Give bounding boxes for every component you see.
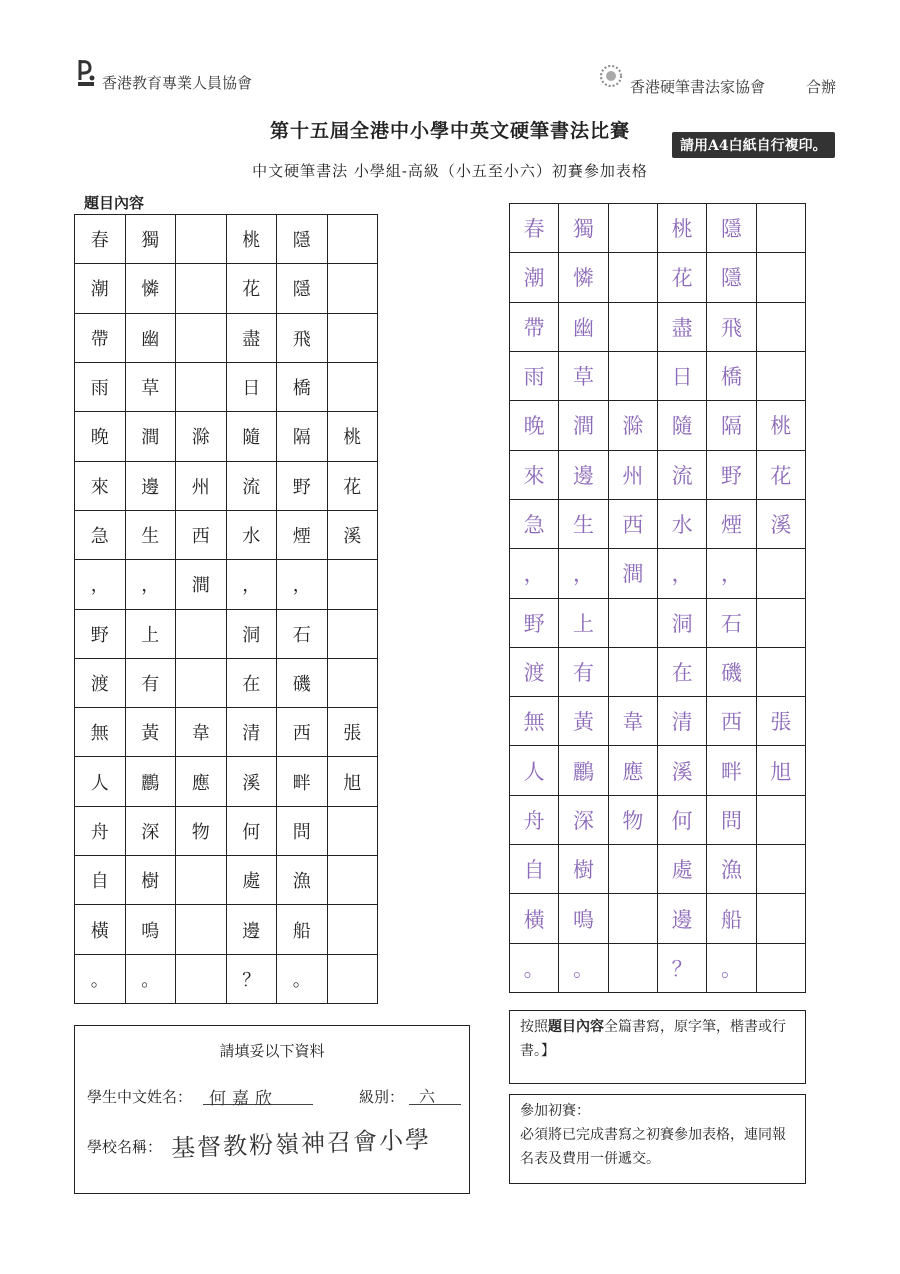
reference-grid-cell: 桃 [327,412,378,461]
reference-grid-cell [176,954,227,1003]
reference-grid-cell: 應 [176,757,227,806]
calligraphy-association-logo-icon [598,64,624,88]
reference-grid-cell [327,264,378,313]
handwriting-grid-cell: 物 [608,795,657,844]
handwriting-grid-cell [608,253,657,302]
reference-grid-cell [176,264,227,313]
name-label: 學生中文姓名： [87,1088,193,1106]
organizer-right: 香港硬筆書法家協會 [630,78,766,96]
handwriting-grid-cell: 無 [510,697,559,746]
reference-grid-cell: 上 [125,609,176,658]
handwriting-grid-cell: 漁 [707,845,756,894]
reference-grid-row [75,658,378,707]
handwriting-grid-cell: 處 [657,845,706,894]
reference-grid-cell: 無 [75,708,126,757]
reference-grid-cell: 邊 [125,461,176,510]
name-value: 何嘉欣 [209,1089,278,1109]
handwriting-grid-cell: 磯 [707,647,756,696]
handwriting-grid-cell: 盡 [657,302,706,351]
info-box-title: 請填妥以下資料 [219,1042,325,1060]
reference-grid-cell: 雨 [75,362,126,411]
handwriting-grid-cell [756,302,805,351]
school-field[interactable] [170,1124,467,1163]
reference-grid-cell: 隔 [277,412,328,461]
reference-grid-cell: ， [125,560,176,609]
reference-grid-row [75,412,378,461]
handwriting-grid-cell: 黃 [559,697,608,746]
handwriting-grid-cell [608,598,657,647]
handwriting-grid-cell: ， [510,549,559,598]
grade-value: 六 [419,1087,436,1106]
handwriting-grid-cell: 洞 [657,598,706,647]
handwriting-grid-cell: 橋 [707,351,756,400]
reference-grid-cell [327,609,378,658]
handwriting-grid-row [510,351,806,400]
handwriting-grid-cell: 隨 [657,401,706,450]
reference-grid-cell [327,905,378,954]
reference-grid-cell: 流 [226,461,277,510]
handwriting-grid-row [510,549,806,598]
reference-grid-row [75,215,378,264]
reference-grid-cell: 隨 [226,412,277,461]
reference-grid-cell: 旭 [327,757,378,806]
reference-grid-row [75,510,378,559]
submission-heading: 參加初賽： [520,1103,590,1119]
handwriting-grid-cell [756,598,805,647]
handwriting-grid-cell: 。 [559,943,608,992]
handwriting-grid-cell: 在 [657,647,706,696]
handwriting-grid-cell: 鸝 [559,746,608,795]
reference-grid-cell: 晚 [75,412,126,461]
handwriting-grid-cell [756,253,805,302]
handwriting-grid-cell: 有 [559,647,608,696]
handwriting-grid-cell [756,351,805,400]
reference-grid-cell: 磯 [277,658,328,707]
reference-grid-cell: 。 [277,954,328,1003]
reference-grid-cell: 渡 [75,658,126,707]
handwriting-grid-cell [756,647,805,696]
reference-grid-row [75,609,378,658]
handwriting-grid-cell: 桃 [756,401,805,450]
reference-grid-cell: 溪 [226,757,277,806]
reference-grid-cell: 物 [176,806,227,855]
handwriting-grid-cell: 晚 [510,401,559,450]
reference-grid-cell: 韋 [176,708,227,757]
reference-grid-row [75,264,378,313]
reference-grid-cell: 在 [226,658,277,707]
reference-grid-cell: 西 [176,510,227,559]
reference-grid-cell: 人 [75,757,126,806]
submission-box [509,1094,806,1184]
student-info-box [74,1025,470,1194]
reference-grid-cell: 潮 [75,264,126,313]
handwriting-grid-cell: 花 [657,253,706,302]
handwriting-grid-cell: 獨 [559,204,608,253]
reference-grid-cell: 隱 [277,264,328,313]
handwriting-grid-row [510,253,806,302]
handwriting-grid-cell: 雨 [510,351,559,400]
reference-grid-cell: 澗 [125,412,176,461]
handwriting-grid-cell [756,795,805,844]
handwriting-grid-cell: 急 [510,499,559,548]
handwriting-grid-cell: 桃 [657,204,706,253]
reference-grid-cell: 幽 [125,313,176,362]
handwriting-grid-row [510,499,806,548]
reference-grid-cell [176,313,227,362]
handwriting-grid-row [510,302,806,351]
handwriting-grid-cell: 清 [657,697,706,746]
handwriting-grid-cell: 生 [559,499,608,548]
reference-text-grid [74,214,378,1004]
reference-grid-cell: 花 [226,264,277,313]
reference-grid-row [75,905,378,954]
handwriting-grid-cell: 深 [559,795,608,844]
submission-body: 必須將已完成書寫之初賽參加表格，連同報名表及費用一併遞交。 [520,1127,786,1167]
handwriting-grid [509,203,806,993]
handwriting-grid-cell: 問 [707,795,756,844]
reference-grid-row [75,806,378,855]
handwriting-grid-cell: 西 [707,697,756,746]
reference-grid-cell: 盡 [226,313,277,362]
reference-grid-cell: 飛 [277,313,328,362]
reference-grid-cell: 日 [226,362,277,411]
reference-grid-cell: 石 [277,609,328,658]
reference-grid-cell: 。 [75,954,126,1003]
reference-grid-cell: 鸝 [125,757,176,806]
handwriting-grid-cell: 流 [657,450,706,499]
reference-grid-cell: 何 [226,806,277,855]
reference-grid-cell: ， [277,560,328,609]
instruction-bold: 題目內容 [548,1019,604,1035]
reference-grid-row [75,313,378,362]
handwriting-grid-row [510,401,806,450]
reference-grid-cell: 來 [75,461,126,510]
handwriting-grid-cell: 橫 [510,894,559,943]
instruction-pre: 按照 [520,1019,548,1035]
page-subtitle: 中文硬筆書法 小學組-高級（小五至小六）初賽參加表格 [252,162,648,180]
reference-grid-cell: 獨 [125,215,176,264]
handwriting-grid-cell: 飛 [707,302,756,351]
reference-grid-row [75,708,378,757]
organizer-left: 香港教育專業人員協會 [102,74,253,92]
grade-label: 級別： [359,1088,405,1106]
reference-grid-cell: 。 [125,954,176,1003]
handwriting-grid-row [510,746,806,795]
handwriting-grid-cell: 帶 [510,302,559,351]
reference-grid-cell: 畔 [277,757,328,806]
reference-grid-cell: 水 [226,510,277,559]
reference-grid-row [75,461,378,510]
reference-grid-row [75,560,378,609]
reference-grid-cell: 溪 [327,510,378,559]
handwriting-grid-cell: 韋 [608,697,657,746]
reference-grid-row [75,362,378,411]
handwriting-grid-row [510,845,806,894]
handwriting-grid-cell: ， [707,549,756,598]
reference-grid-cell: 問 [277,806,328,855]
handwriting-grid-row [510,204,806,253]
hkpte-logo-icon [76,58,98,88]
handwriting-grid-cell: 鳴 [559,894,608,943]
handwriting-grid-cell: 滁 [608,401,657,450]
reference-grid-cell [327,560,378,609]
handwriting-grid-cell: 溪 [756,499,805,548]
handwriting-grid-cell: 日 [657,351,706,400]
reference-grid-cell: 滁 [176,412,227,461]
reference-grid-cell [327,856,378,905]
reference-grid-cell: 急 [75,510,126,559]
handwriting-grid-cell [756,894,805,943]
handwriting-grid-cell: 畔 [707,746,756,795]
reference-grid-cell [176,609,227,658]
reference-grid-cell: 生 [125,510,176,559]
reference-grid-cell [176,905,227,954]
reference-grid-cell [327,362,378,411]
reference-grid-cell: 有 [125,658,176,707]
handwriting-grid-cell: 石 [707,598,756,647]
instruction-post: 全篇書寫，原字筆，楷書或行書。】 [520,1019,786,1059]
reference-grid-cell [176,215,227,264]
handwriting-grid-cell: 上 [559,598,608,647]
reference-grid-cell: 漁 [277,856,328,905]
reference-grid-row [75,856,378,905]
reference-grid-row [75,954,378,1003]
handwriting-grid-cell: 草 [559,351,608,400]
reference-grid-cell: 橫 [75,905,126,954]
section-label: 題目內容 [84,194,145,212]
handwriting-grid-cell: 野 [707,450,756,499]
handwriting-grid-row [510,450,806,499]
reference-grid-cell: 野 [75,609,126,658]
handwriting-grid-row [510,647,806,696]
handwriting-grid-cell: ， [657,549,706,598]
handwriting-grid-cell: 邊 [657,894,706,943]
organizer-role: 合辦 [806,78,837,96]
handwriting-grid-cell: 西 [608,499,657,548]
handwriting-grid-row [510,697,806,746]
handwriting-grid-cell: 澗 [608,549,657,598]
handwriting-grid-row [510,795,806,844]
handwriting-grid-cell: 隱 [707,204,756,253]
reference-grid-cell [327,954,378,1003]
handwriting-grid-cell: 水 [657,499,706,548]
reference-grid-cell: 桃 [226,215,277,264]
handwriting-grid-cell: 野 [510,598,559,647]
reference-grid-cell: 鳴 [125,905,176,954]
reference-grid-cell: 煙 [277,510,328,559]
handwriting-grid-cell: 溪 [657,746,706,795]
handwriting-grid-cell: 渡 [510,647,559,696]
reference-grid-cell [327,806,378,855]
handwriting-grid-cell: 來 [510,450,559,499]
handwriting-grid-cell [756,204,805,253]
reference-grid-cell: 西 [277,708,328,757]
handwriting-grid-cell: ？ [657,943,706,992]
handwriting-grid-row [510,894,806,943]
reference-grid-cell: 州 [176,461,227,510]
reference-grid-cell [327,313,378,362]
handwriting-grid-cell: 隔 [707,401,756,450]
handwriting-grid-cell: 煙 [707,499,756,548]
handwriting-grid-cell: 舟 [510,795,559,844]
reference-grid-cell: 洞 [226,609,277,658]
reference-grid-cell: ， [226,560,277,609]
handwriting-grid-cell: 樹 [559,845,608,894]
reference-grid-cell: 舟 [75,806,126,855]
reference-grid-cell: 自 [75,856,126,905]
handwriting-grid-cell: 人 [510,746,559,795]
reference-grid-cell: ， [75,560,126,609]
handwriting-grid-cell: 船 [707,894,756,943]
handwriting-grid-cell [756,943,805,992]
reference-grid-cell [176,362,227,411]
handwriting-grid-cell: 。 [510,943,559,992]
handwriting-grid-cell [608,894,657,943]
handwriting-grid-cell: 隱 [707,253,756,302]
reference-grid-cell: 澗 [176,560,227,609]
handwriting-grid-cell [608,204,657,253]
handwriting-grid-cell: 澗 [559,401,608,450]
handwriting-grid-cell [756,549,805,598]
reference-grid-cell [176,658,227,707]
reference-grid-cell: 處 [226,856,277,905]
handwriting-grid-cell: 憐 [559,253,608,302]
reference-grid-cell: 憐 [125,264,176,313]
handwriting-grid-row [510,598,806,647]
handwriting-grid-cell: 幽 [559,302,608,351]
handwriting-grid-cell [608,351,657,400]
school-label: 學校名稱： [87,1138,163,1156]
reference-grid-cell: 帶 [75,313,126,362]
grade-field[interactable] [409,1084,461,1105]
handwriting-grid-cell [608,943,657,992]
handwriting-grid-cell [608,845,657,894]
handwriting-grid-row [510,943,806,992]
handwriting-grid-cell [756,845,805,894]
photocopy-note: 請用A4白紙自行複印。 [672,132,835,158]
handwriting-grid-cell [608,302,657,351]
reference-grid-cell [327,658,378,707]
handwriting-grid-cell: 邊 [559,450,608,499]
handwriting-grid-cell: 潮 [510,253,559,302]
reference-grid-cell: 黃 [125,708,176,757]
reference-grid-cell: ？ [226,954,277,1003]
reference-grid-cell [176,856,227,905]
reference-grid-cell: 張 [327,708,378,757]
handwriting-grid-cell [608,647,657,696]
reference-grid-cell: 野 [277,461,328,510]
reference-grid-cell: 隱 [277,215,328,264]
handwriting-grid-cell: ， [559,549,608,598]
reference-grid-cell [327,215,378,264]
handwriting-grid-cell: 張 [756,697,805,746]
handwriting-grid-cell: 應 [608,746,657,795]
handwriting-grid-cell: 何 [657,795,706,844]
handwriting-grid-cell: 旭 [756,746,805,795]
reference-grid-cell: 橋 [277,362,328,411]
reference-grid-cell: 樹 [125,856,176,905]
page-title: 第十五屆全港中小學中英文硬筆書法比賽 [269,120,630,142]
handwriting-grid-cell: 。 [707,943,756,992]
reference-grid-cell: 深 [125,806,176,855]
reference-grid-cell: 邊 [226,905,277,954]
reference-grid-cell: 船 [277,905,328,954]
instruction-text [510,1011,805,1067]
handwriting-grid-cell: 自 [510,845,559,894]
handwriting-grid-cell: 州 [608,450,657,499]
school-value: 基督教粉嶺神召會小學 [170,1125,432,1163]
handwriting-grid-cell: 花 [756,450,805,499]
name-field[interactable] [203,1084,313,1109]
reference-grid-row [75,757,378,806]
reference-grid-cell: 草 [125,362,176,411]
instruction-box [509,1010,806,1084]
handwriting-grid-cell: 春 [510,204,559,253]
reference-grid-cell: 春 [75,215,126,264]
reference-grid-cell: 花 [327,461,378,510]
reference-grid-cell: 清 [226,708,277,757]
